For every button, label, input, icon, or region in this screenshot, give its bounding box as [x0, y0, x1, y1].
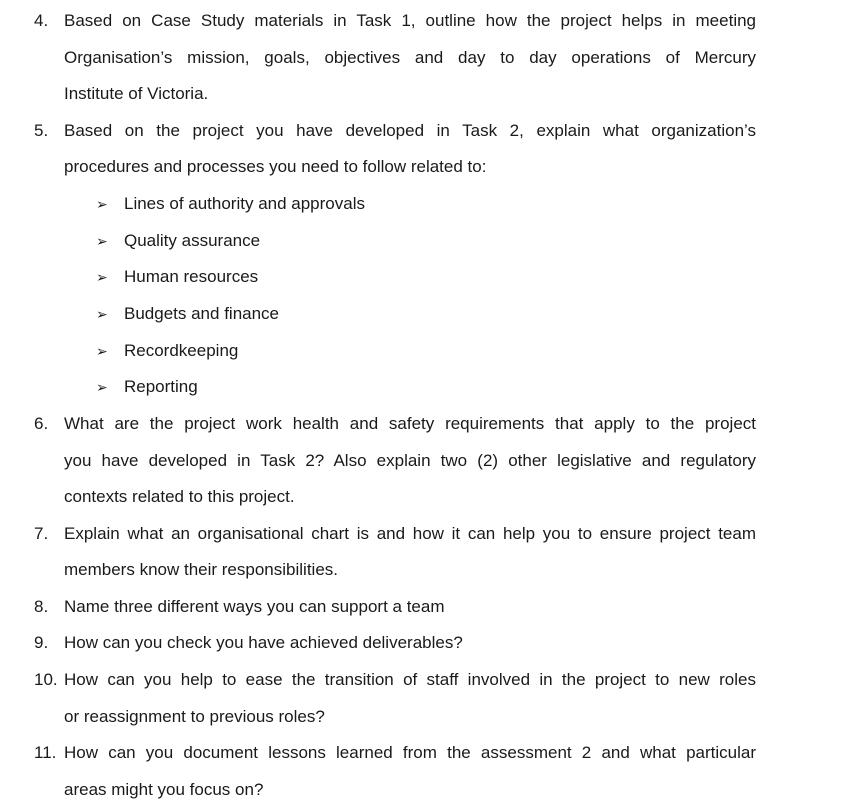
- arrow-bullet-icon: ➢: [96, 343, 108, 359]
- question-text-line: or reassignment to previous roles?: [64, 707, 325, 726]
- question-number: 5.: [34, 121, 49, 140]
- question-text-line: members know their responsibilities.: [64, 560, 338, 579]
- arrow-bullet-icon: ➢: [96, 233, 108, 249]
- bullet-text: Reporting: [124, 377, 198, 396]
- question-text-line: How can you help to ease the transition of staff involved in the project to new roles: [64, 670, 756, 689]
- bullet-text: Budgets and finance: [124, 304, 280, 323]
- question-text-line: How can you check you have achieved deliverables?: [64, 633, 463, 652]
- question-number: 6.: [34, 414, 49, 433]
- bullet-text: Quality assurance: [124, 231, 261, 250]
- question-number: 11.: [34, 743, 57, 762]
- question-text-line: Institute of Victoria.: [64, 84, 209, 103]
- arrow-bullet-icon: ➢: [96, 196, 108, 212]
- question-text-line: procedures and processes you need to follow related to:: [64, 157, 487, 176]
- question-number: 10.: [34, 670, 58, 689]
- question-number: 7.: [34, 524, 49, 543]
- question-text-line: Based on the project you have developed in Task 2, explain what organization’s: [64, 121, 756, 140]
- question-text-line: Name three different ways you can support a team: [64, 597, 445, 616]
- question-text-line: Organisation’s mission, goals, objectives and day to day operations of Mercury: [64, 48, 756, 67]
- question-text-line: you have developed in Task 2? Also explain two (2) other legislative and regulatory: [64, 451, 756, 470]
- question-text-line: areas might you focus on?: [64, 780, 264, 799]
- question-number: 4.: [34, 11, 49, 30]
- bullet-text: Human resources: [124, 267, 259, 286]
- arrow-bullet-icon: ➢: [96, 269, 108, 285]
- bullet-text: Recordkeeping: [124, 341, 239, 360]
- question-number: 9.: [34, 633, 49, 652]
- question-text-line: What are the project work health and safety requirements that apply to the project: [64, 414, 756, 433]
- question-text-line: How can you document lessons learned from the assessment 2 and what particular: [64, 743, 756, 762]
- question-number: 8.: [34, 597, 49, 616]
- question-text-line: contexts related to this project.: [64, 487, 295, 506]
- arrow-bullet-icon: ➢: [96, 379, 108, 395]
- question-text-line: Explain what an organisational chart is and how it can help you to ensure project team: [64, 524, 756, 543]
- question-text-line: Based on Case Study materials in Task 1, outline how the project helps in meeting: [64, 11, 756, 30]
- bullet-text: Lines of authority and approvals: [124, 194, 365, 213]
- arrow-bullet-icon: ➢: [96, 306, 108, 322]
